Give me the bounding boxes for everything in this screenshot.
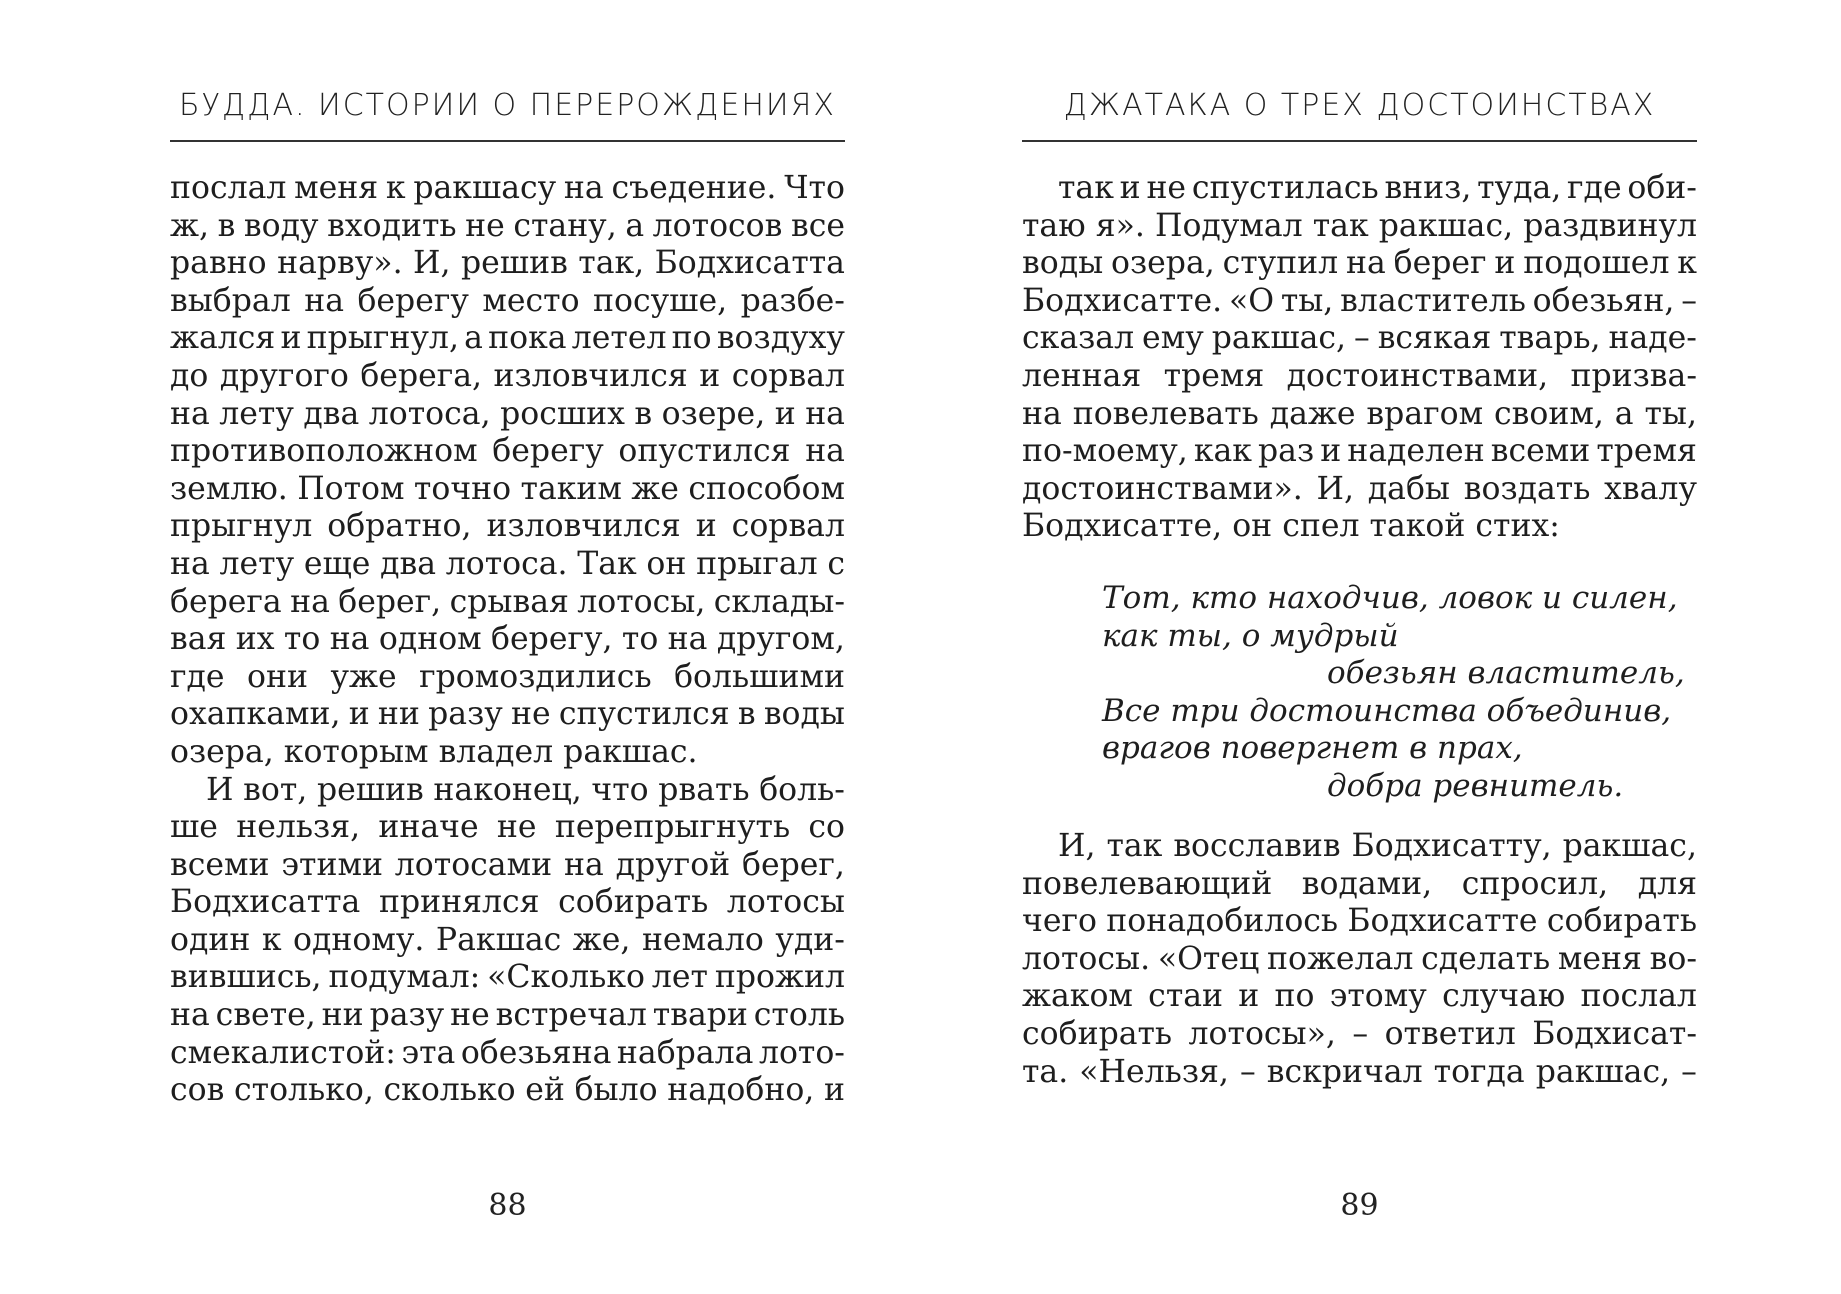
text-line: жаком стаи и по этому случаю послал [1022, 978, 1697, 1015]
body-text [170, 170, 845, 1110]
text-line: на повелевать даже врагом своим, а ты, [1022, 395, 1697, 432]
verse-line: врагов повергнет в прах, [1102, 730, 1523, 767]
text-line: жался и прыгнул, а пока летел по воздуху [170, 320, 845, 357]
text-line: повелевающий водами, спросил, для [1022, 865, 1697, 902]
text-line: выбрал на берегу место посуше, разбе- [170, 282, 845, 319]
text-line: до другого берега, изловчился и сорвал [170, 357, 845, 394]
page-number: 88 [488, 1188, 527, 1223]
text-line: вившись, подумал: «Сколько лет прожил [170, 959, 845, 996]
text-line: достоинствами». И, дабы воздать хвалу [1022, 470, 1697, 507]
text-line: та. «Нельзя, – вскричал тогда ракшас, – [1022, 1053, 1697, 1090]
text-line: воды озера, ступил на берег и подошел к [1022, 245, 1697, 282]
text-line: по-моему, как раз и наделен всеми тремя [1022, 433, 1697, 470]
text-line: послал меня к ракшасу на съедение. Что [170, 170, 845, 206]
text-line: собирать лотосы», – ответил Бодхисат- [1022, 1015, 1697, 1052]
text-line: всеми этими лотосами на другой берег, [170, 846, 845, 883]
verse [1102, 580, 1685, 806]
text-line: ше нельзя, иначе не перепрыгнуть со [170, 809, 845, 846]
text-line: землю. Потом точно таким же способом [170, 470, 845, 507]
text-line: Бодхисатте. «О ты, властитель обезьян, – [1022, 282, 1697, 319]
text-line: сказал ему ракшас, – всякая тварь, наде- [1022, 320, 1697, 357]
text-line: И, так восславив Бодхисатту, ракшас, [1058, 828, 1697, 864]
verse-line: обезьян властитель, [1327, 655, 1685, 692]
text-line: сов столько, сколько ей было надобно, и [170, 1072, 845, 1109]
text-line: Бодхисатте, он спел такой стих: [1022, 508, 1560, 545]
text-line: равно нарву». И, решив так, Бодхисатта [170, 245, 845, 282]
page-number: 89 [1340, 1188, 1379, 1223]
text-line: так и не спустилась вниз, туда, где оби- [1058, 170, 1697, 206]
verse-line: добра ревнитель. [1327, 767, 1624, 804]
header-rule [1022, 140, 1697, 142]
text-line: ж, в воду входить не стану, а лотосов все [170, 207, 845, 244]
header-rule [170, 140, 845, 142]
text-line: чего понадобилось Бодхисатте собирать [1022, 903, 1697, 940]
verse-line: как ты, о мудрый [1102, 617, 1399, 654]
text-line: где они уже громоздились большими [170, 658, 845, 695]
text-line: смекалистой: эта обезьяна набрала лото- [170, 1034, 845, 1071]
running-head: БУДДА. ИСТОРИИ О ПЕРЕРОЖДЕНИЯХ [179, 88, 836, 123]
text-line: противоположном берегу опустился на [170, 433, 845, 470]
text-line: охапками, и ни разу не спустился в воды [170, 696, 845, 733]
right-page [1022, 0, 1697, 1294]
text-line: ленная тремя достоинствами, призва- [1022, 357, 1697, 394]
body-text [1022, 170, 1697, 546]
running-head: ДЖАТАКА О ТРЕХ ДОСТОИНСТВАХ [1063, 88, 1656, 123]
text-line: озера, которым владел ракшас. [170, 733, 698, 770]
text-line: прыгнул обратно, изловчился и сорвал [170, 508, 845, 545]
text-line: таю я». Подумал так ракшас, раздвинул [1022, 207, 1697, 244]
text-line: лотосы. «Отец пожелал сделать меня во- [1022, 940, 1697, 977]
text-line: берега на берег, срывая лотосы, склады- [170, 583, 845, 620]
text-line: Бодхисатта принялся собирать лотосы [170, 884, 845, 921]
body-text [1022, 828, 1697, 1091]
text-line: вая их то на одном берегу, то на другом, [170, 621, 845, 658]
text-line: на лету два лотоса, росших в озере, и на [170, 395, 845, 432]
verse-line: Тот, кто находчив, ловок и силен, [1102, 580, 1678, 616]
left-page [170, 0, 845, 1294]
verse-line: Все три достоинства объединив, [1102, 692, 1672, 729]
text-line: на свете, ни разу не встречал твари столь [170, 997, 845, 1034]
text-line: один к одному. Ракшас же, немало уди- [170, 921, 845, 958]
text-line: И вот, решив наконец, что рвать боль- [206, 771, 845, 808]
text-line: на лету еще два лотоса. Так он прыгал с [170, 545, 845, 582]
